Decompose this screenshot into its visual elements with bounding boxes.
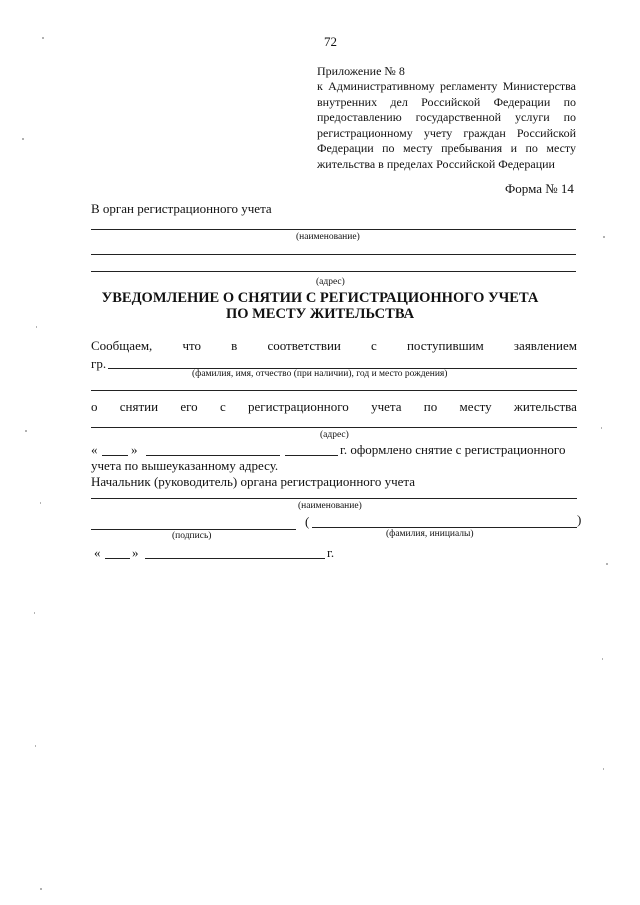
chief-label: Начальник (руководитель) органа регистрационного учета	[91, 474, 415, 489]
word: в	[231, 338, 238, 353]
initials-line	[312, 527, 577, 528]
addressee-line-3	[91, 271, 576, 272]
word: Сообщаем,	[91, 338, 153, 353]
initials-caption: (фамилия, инициалы)	[386, 529, 474, 539]
word: с	[371, 338, 377, 353]
addressee-name-line	[91, 229, 576, 230]
addressee-name-caption: (наименование)	[296, 232, 360, 242]
word: с	[219, 399, 226, 414]
body-line-after: учета по вышеуказанному адресу.	[91, 458, 279, 473]
scan-speck	[22, 138, 24, 140]
scan-speck	[35, 745, 36, 747]
word: о	[91, 399, 98, 414]
scan-speck	[40, 502, 41, 504]
appendix-line: регистрационному учету граждан Российской	[317, 125, 576, 140]
date-day-line	[102, 455, 128, 456]
sign-date-quote-open: «	[94, 545, 101, 560]
page-number: 72	[324, 34, 337, 49]
appendix-heading: Приложение № 8	[317, 64, 405, 78]
person-caption: (фамилия, имя, отчество (при наличии), год и место рождения)	[192, 369, 448, 379]
word: по	[423, 399, 438, 414]
addressee-address-caption: (адрес)	[316, 277, 345, 287]
date-quote-close: »	[131, 442, 138, 457]
sign-date-day-line	[105, 558, 130, 559]
scan-speck	[602, 658, 603, 660]
appendix-description	[317, 79, 576, 172]
word: снятии	[119, 399, 159, 414]
sign-date-year: г.	[327, 545, 335, 560]
appendix-line: внутренних дел Российской Федерации по	[317, 94, 576, 109]
address-line	[91, 427, 577, 428]
sign-date-month-line	[145, 558, 325, 559]
date-quote-open: «	[91, 442, 98, 457]
body-line-1	[91, 338, 577, 354]
initials-paren-close: )	[577, 512, 582, 527]
word: учета	[371, 399, 402, 414]
scan-speck	[40, 888, 42, 890]
word: что	[182, 338, 202, 353]
appendix-line: к Административному регламенту Министерства	[317, 79, 576, 93]
scan-speck	[603, 236, 605, 238]
signature-line	[91, 529, 296, 530]
citizen-label: гр.	[91, 356, 107, 371]
form-number: Форма № 14	[505, 181, 574, 196]
body-line-3	[91, 399, 577, 415]
sign-date-quote-close: »	[132, 545, 139, 560]
appendix-line: Федерации по месту пребывания и по месту	[317, 141, 576, 155]
scan-speck	[25, 430, 27, 432]
appendix-line: жительства в пределах Российской Федерации	[317, 156, 555, 171]
scan-speck	[603, 768, 604, 770]
chief-name-line	[91, 498, 577, 499]
date-text: г. оформлено снятие с регистрационного	[340, 442, 566, 457]
appendix-line: предоставлению государственной услуги по	[317, 110, 576, 124]
document-title-line2: ПО МЕСТУ ЖИТЕЛЬСТВА	[225, 306, 415, 322]
word: месту	[459, 399, 492, 414]
date-year-line	[285, 455, 338, 456]
date-month-line	[146, 455, 280, 456]
person-line-2	[91, 390, 577, 391]
addressee-label: В орган регистрационного учета	[91, 201, 272, 216]
scan-speck	[42, 37, 44, 39]
scan-speck	[601, 427, 602, 429]
address-caption: (адрес)	[320, 430, 349, 440]
chief-name-caption: (наименование)	[298, 501, 362, 511]
document-title-line1: УВЕДОМЛЕНИЕ О СНЯТИИ С РЕГИСТРАЦИОННОГО УЧЕТА	[101, 290, 539, 306]
word: поступившим	[406, 338, 484, 353]
scan-speck	[606, 563, 608, 565]
word: жительства	[513, 399, 577, 414]
word: соответствии	[267, 338, 341, 353]
initials-paren-open: (	[305, 514, 310, 529]
word: регистрационного	[248, 399, 349, 414]
word: его	[180, 399, 198, 414]
scan-speck	[36, 326, 37, 328]
addressee-line-2	[91, 254, 576, 255]
signature-caption: (подпись)	[172, 531, 212, 541]
scan-speck	[34, 612, 35, 614]
word: заявлением	[513, 338, 577, 353]
